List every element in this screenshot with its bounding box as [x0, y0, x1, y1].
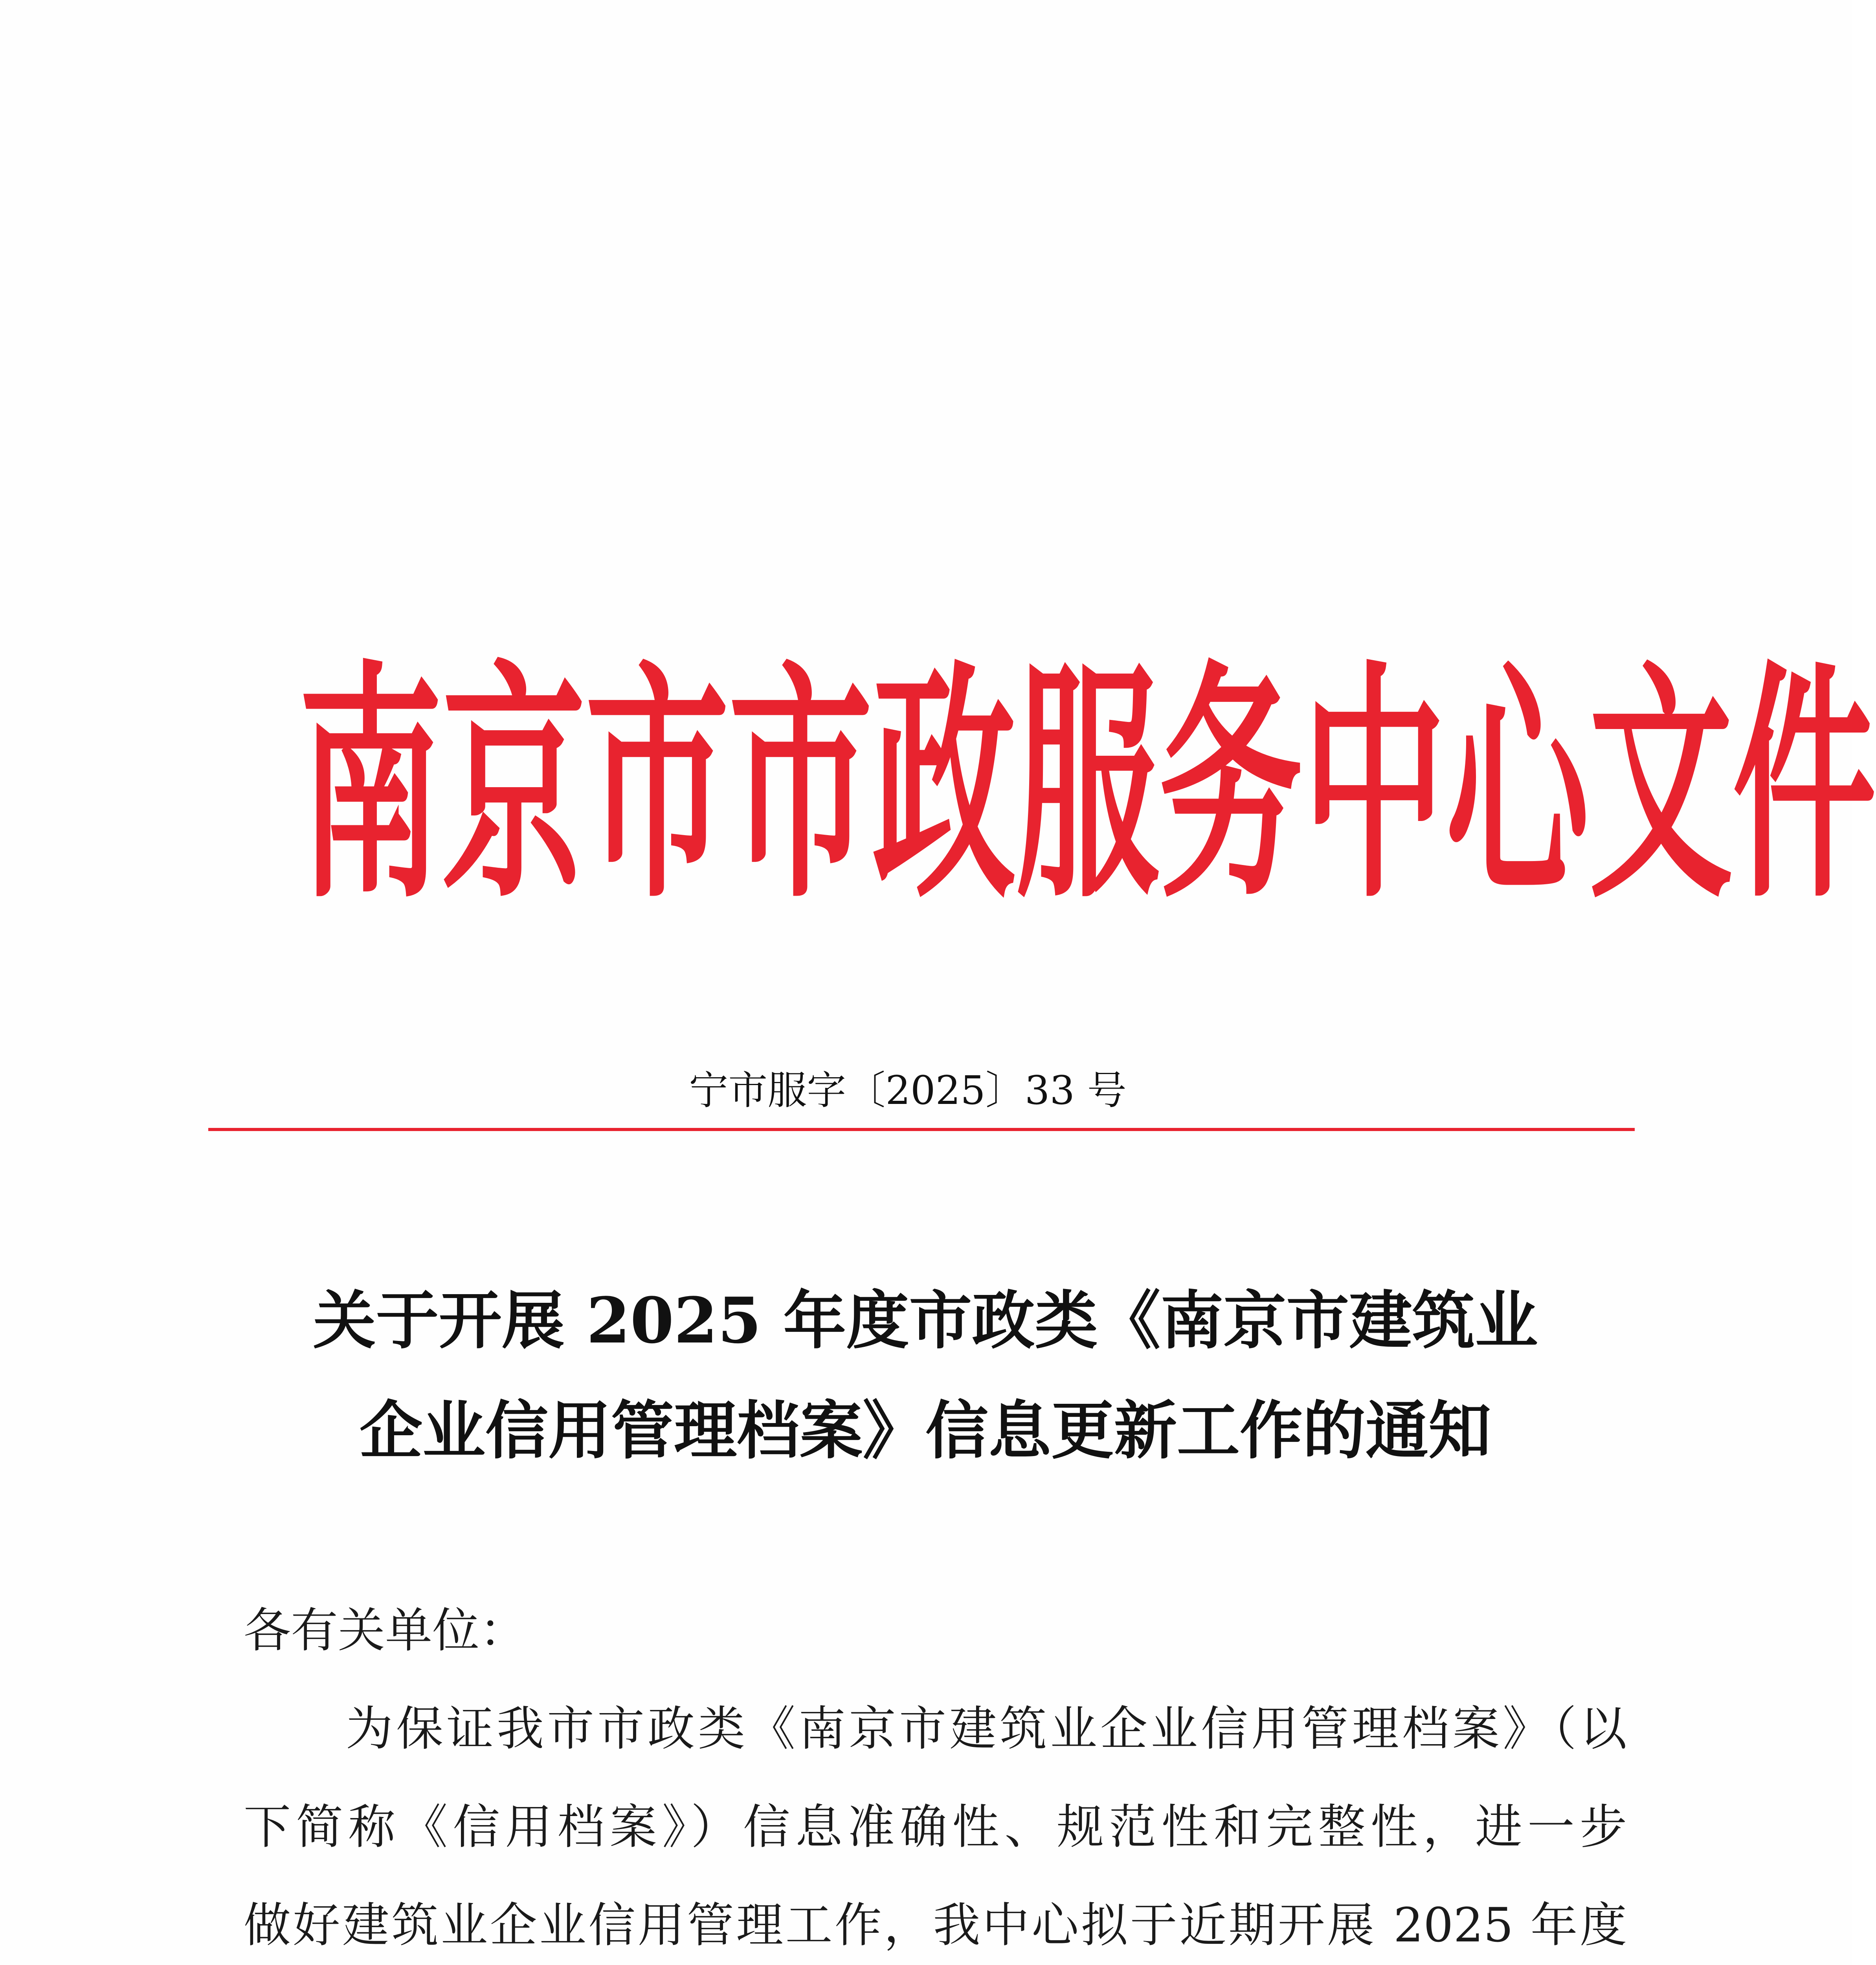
- notice-title-line-2: 企业信用管理档案》信息更新工作的通知: [359, 1394, 1491, 1467]
- notice-title-line-1: 关于开展 2025 年度市政类《南京市建筑业: [313, 1284, 1538, 1357]
- document-number: 宁市服字〔2025〕33 号: [689, 1067, 1127, 1113]
- paragraph-line-3: 做好建筑业企业信用管理工作，我中心拟于近期开展 2025 年度: [244, 1898, 1627, 1953]
- paragraph-line-2: 下简称《信用档案》）信息准确性、规范性和完整性，进一步: [244, 1800, 1627, 1855]
- salutation: 各有关单位：: [244, 1603, 527, 1658]
- red-separator-line: [208, 1128, 1635, 1131]
- paragraph-line-1: 为保证我市市政类《南京市建筑业企业信用管理档案》（以: [346, 1702, 1627, 1756]
- masthead-title: 南京市市政服务中心文件: [299, 640, 1876, 932]
